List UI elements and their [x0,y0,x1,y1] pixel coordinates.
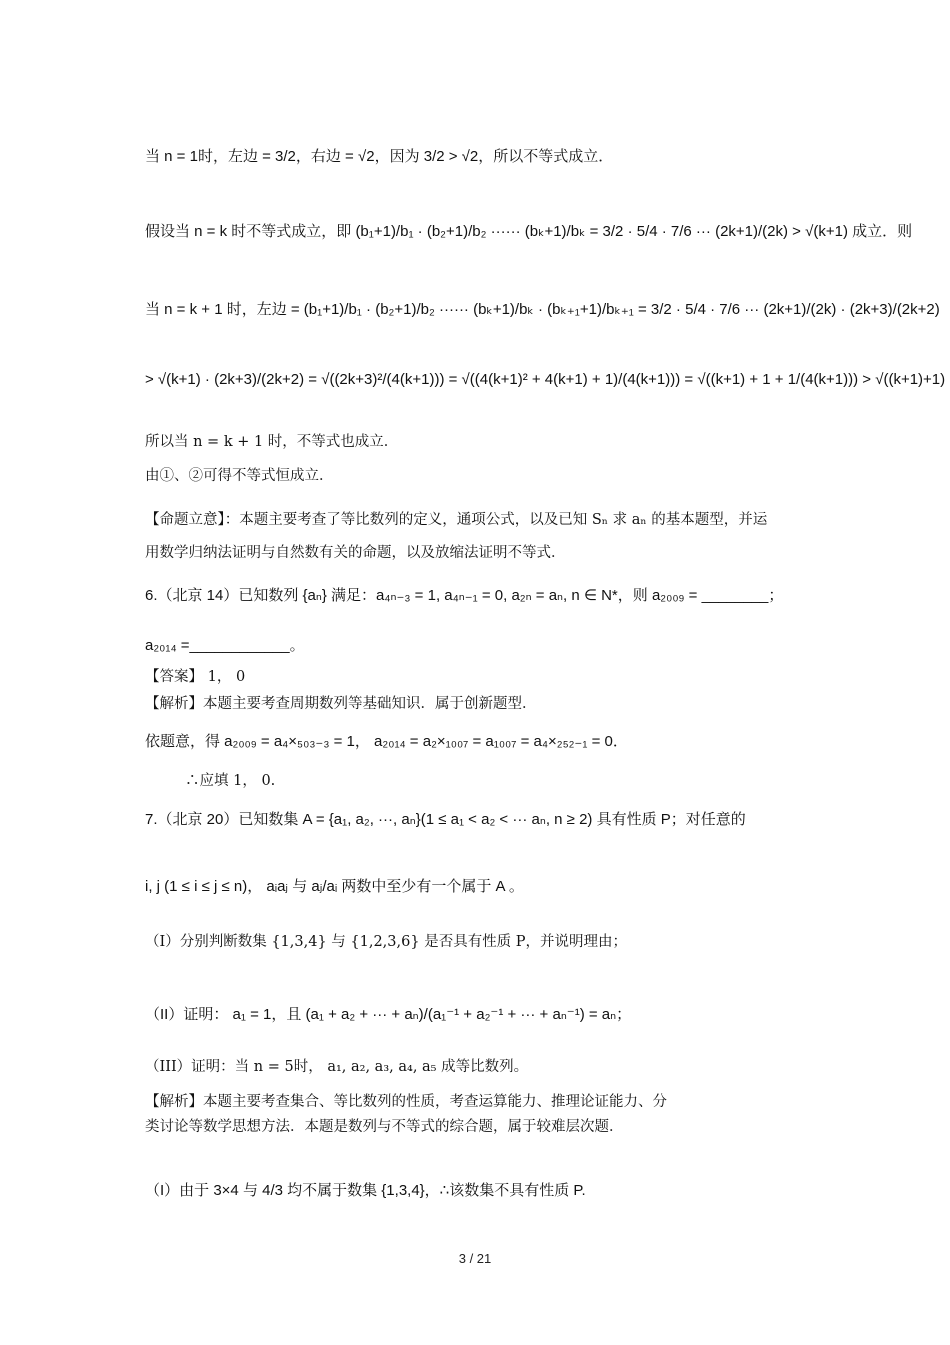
line-solution-part-1: （I）由于 3×4 与 4/3 均不属于数集 {1,3,4}，∴该数集不具有性质 P. [145,1182,586,1199]
line-inequality-chain: > √(k+1) · (2k+3)/(2k+2) = √((2k+3)²/(4(k+1))) = √((4(k+1)² + 4(k+1) + 1)/(4(k+1))) = √((k+1) + 1 + 1/(4(k+1))) > √((k+1)+1) [145,371,946,388]
line-conclusion-k1: 所以当 n = k + 1 时，不等式也成立． [145,434,399,450]
line-answer-6: 【答案】 1， 0 [145,669,246,685]
line-analysis-6: 【解析】本题主要考查周期数列等基础知识．属于创新题型． [145,696,537,712]
line-analysis-7-2: 类讨论等数学思想方法．本题是数列与不等式的综合题，属于较难层次题． [145,1119,624,1135]
line-problem-6: 6.（北京 14）已知数列 {aₙ} 满足：a₄ₙ₋₃ = 1, a₄ₙ₋₁ = 0, a₂ₙ = aₙ, n ∈ N*，则 a₂₀₀₉ = ________； [145,587,784,604]
line-analysis-7-1: 【解析】本题主要考查集合、等比数列的性质，考查运算能力、推理论证能力、分 [145,1094,667,1110]
line-n-k-plus-1: 当 n = k + 1 时，左边 = (b₁+1)/b₁ · (b₂+1)/b₂ ······ (bₖ+1)/bₖ · (bₖ₊₁+1)/bₖ₊₁ = 3/2 · 5/4 · 7/6 ··· (2k+1)/(2k) · (2k+3)/(2k+2) [145,301,940,318]
line-conclusion-all: 由①、②可得不等式恒成立． [145,468,334,484]
line-fill-6: ∴应填 1， 0. [185,773,276,789]
page-number: 3 / 21 [458,1251,492,1266]
line-assume-n-k: 假设当 n = k 时不等式成立，即 (b₁+1)/b₁ · (b₂+1)/b₂ ······ (bₖ+1)/bₖ = 3/2 · 5/4 · 7/6 ··· (2k+1)/(2k) > √(k+1) 成立．则 [145,223,913,240]
line-part-1: （I）分别判断数集 {1,3,4} 与 {1,2,3,6} 是否具有性质 P，并说明理由； [145,934,628,950]
line-intent-2: 用数学归纳法证明与自然数有关的命题，以及放缩法证明不等式． [145,545,566,561]
line-intent-1: 【命题立意】：本题主要考查了等比数列的定义，通项公式，以及已知 Sₙ 求 aₙ 的基本题型，并运 [145,512,768,528]
line-derivation-6: 依题意，得 a₂₀₀₉ = a₄×₅₀₃₋₃ = 1， a₂₀₁₄ = a₂×₁₀₀₇ = a₁₀₀₇ = a₄×₂₅₂₋₁ = 0． [145,733,628,750]
line-problem-6-blank: a₂₀₁₄ =____________。 [145,637,305,654]
line-problem-7: 7.（北京 20）已知数集 A = {a₁, a₂, ···, aₙ}(1 ≤ a₁ < a₂ < ··· aₙ, n ≥ 2) 具有性质 P；对任意的 [145,811,746,828]
line-n1-case: 当 n = 1时，左边 = 3/2，右边 = √2，因为 3/2 > √2，所以不等式成立． [145,148,614,165]
line-part-2: （II）证明： a₁ = 1，且 (a₁ + a₂ + ··· + aₙ)/(a₁⁻¹ + a₂⁻¹ + ··· + aₙ⁻¹) = aₙ； [145,1006,632,1023]
line-part-3: （III）证明：当 n = 5时， a₁, a₂, a₃, a₄, a₅ 成等比数列。 [145,1059,529,1075]
line-problem-7-cond: i, j (1 ≤ i ≤ j ≤ n)， aᵢaⱼ 与 aⱼ/aᵢ 两数中至少有一个属于 A 。 [145,878,524,895]
